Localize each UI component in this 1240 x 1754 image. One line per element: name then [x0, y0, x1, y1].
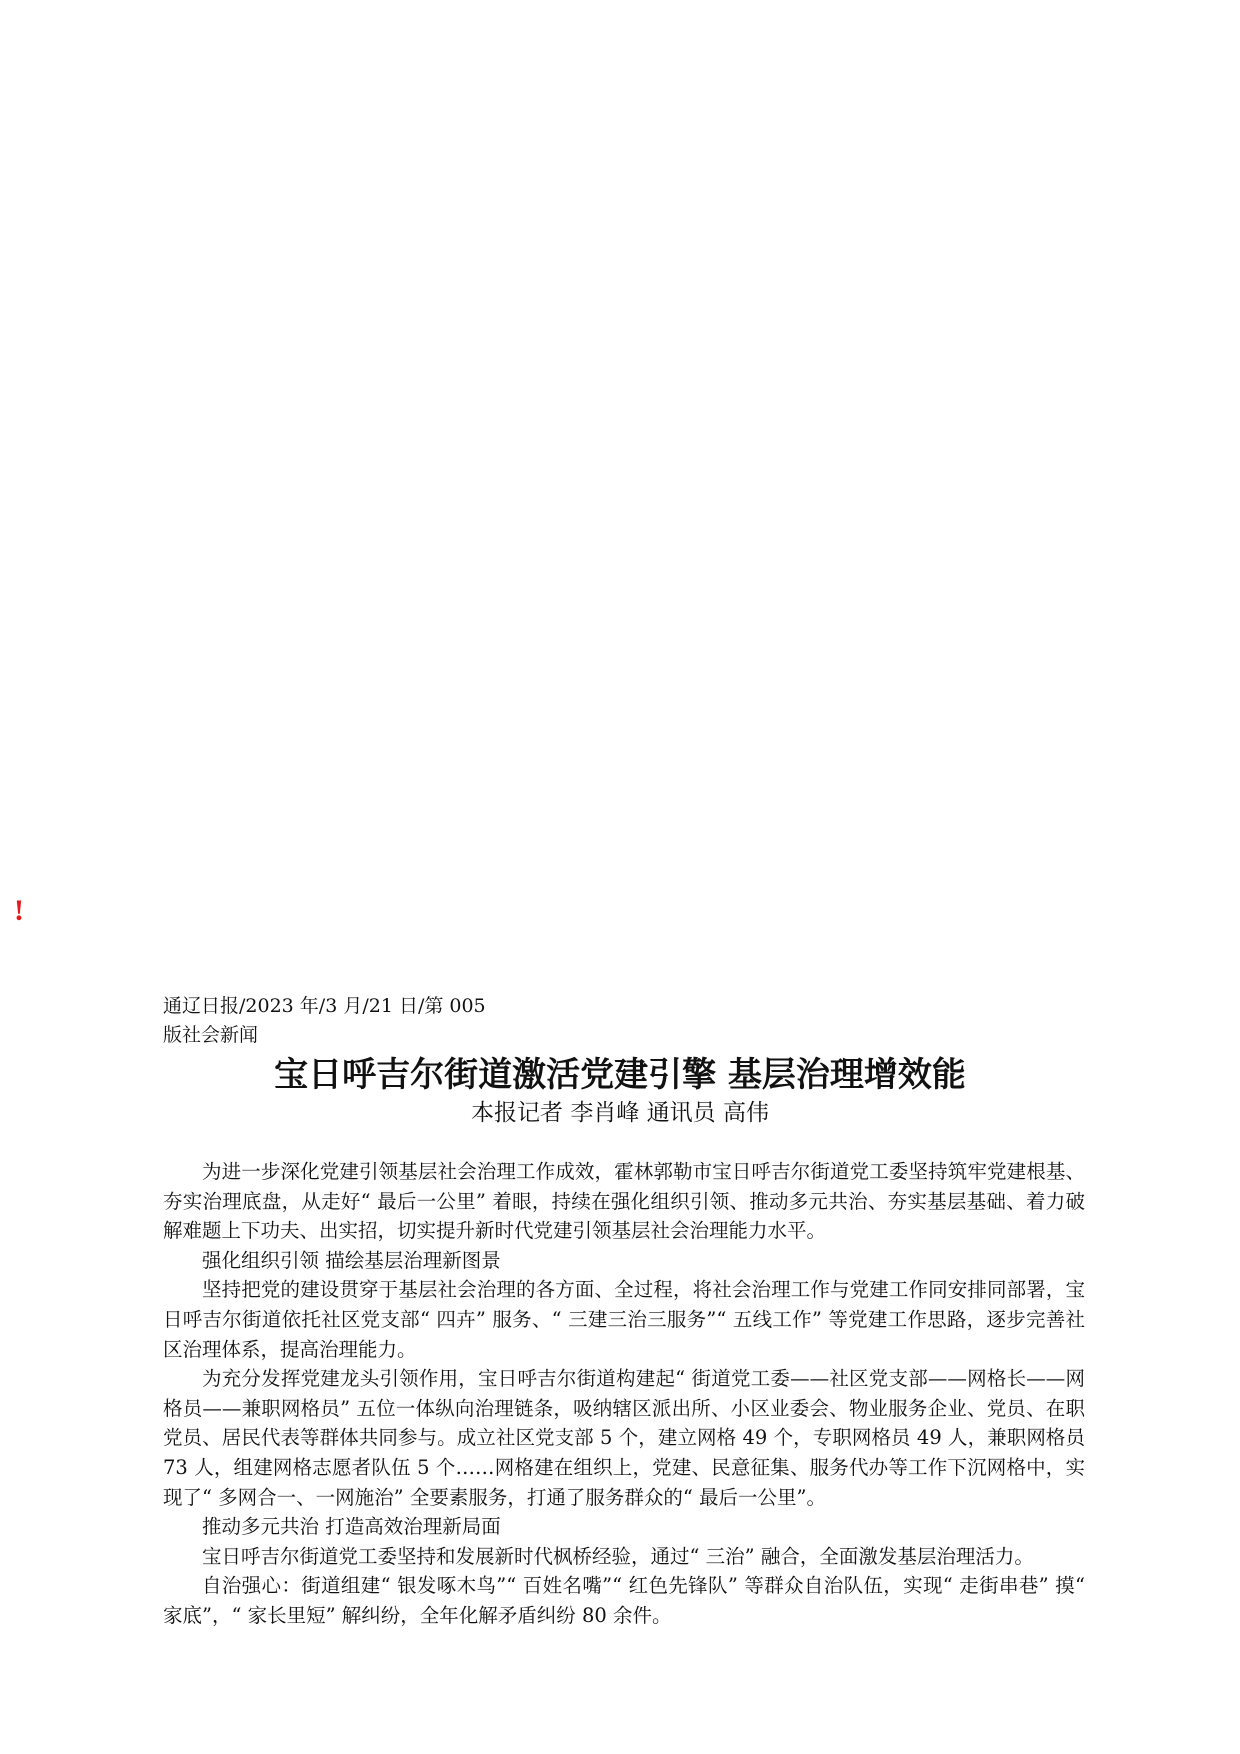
paragraph: 自治强心：街道组建“ 银发啄木鸟”“ 百姓名嘴”“ 红色先锋队” 等群众自治队伍，实现“ 走街串巷” 摸“ 家底”，“ 家长里短” 解纠纷，全年化解矛盾纠纷 80 余件。	[163, 1574, 1085, 1627]
paragraph: 为进一步深化党建引领基层社会治理工作成效，霍林郭勒市宝日呼吉尔街道党工委坚持筑牢党建根基、夯实治理底盘，从走好“ 最后一公里” 着眼，持续在强化组织引领、推动多元共治、夯实基层基础、着力破解难题上下功夫、出实招，切实提升新时代党建引领基层社会治理能力水平。	[163, 1160, 1085, 1243]
paragraph: 宝日呼吉尔街道党工委坚持和发展新时代枫桥经验，通过“ 三治” 融合，全面激发基层治理活力。	[202, 1544, 1034, 1568]
paragraph: 坚持把党的建设贯穿于基层社会治理的各方面、全过程，将社会治理工作与党建工作同安排同部署，宝日呼吉尔街道依托社区党支部“ 四卉” 服务、“ 三建三治三服务”“ 五线工作” 等党建工作思路，逐步完善社区治理体系，提高治理能力。	[163, 1278, 1085, 1361]
article-body	[163, 1157, 1085, 1631]
warning-mark: !	[14, 894, 24, 927]
paragraph: 为充分发挥党建龙头引领作用，宝日呼吉尔街道构建起“ 街道党工委——社区党支部——网格长——网格员——兼职网格员” 五位一体纵向治理链条，吸纳辖区派出所、小区业委会、物业服务企业、党员、在职党员、居民代表等群体共同参与。成立社区党支部 5 个，建立网格 49 个，专职网格员 49 人，兼职网格员 73 人，组建网格志愿者队伍 5 个……网格建在组织上，党建、民意征集、服务代办等工作下沉网格中，实现了“ 多网合一、一网施治” 全要素服务，打通了服务群众的“ 最后一公里”。	[163, 1367, 1085, 1509]
section-heading: 推动多元共治 打造高效治理新局面	[202, 1515, 501, 1539]
source-info	[163, 992, 523, 1050]
source-line-2: 版社会新闻	[163, 1024, 259, 1046]
section-heading: 强化组织引领 描绘基层治理新图景	[202, 1248, 501, 1272]
article-byline: 本报记者 李肖峰 通讯员 高伟	[471, 1100, 769, 1126]
source-line-1: 通辽日报/2023 年/3 月/21 日/第 005	[163, 995, 486, 1017]
article-headline: 宝日呼吉尔街道激活党建引擎 基层治理增效能	[274, 1055, 966, 1095]
